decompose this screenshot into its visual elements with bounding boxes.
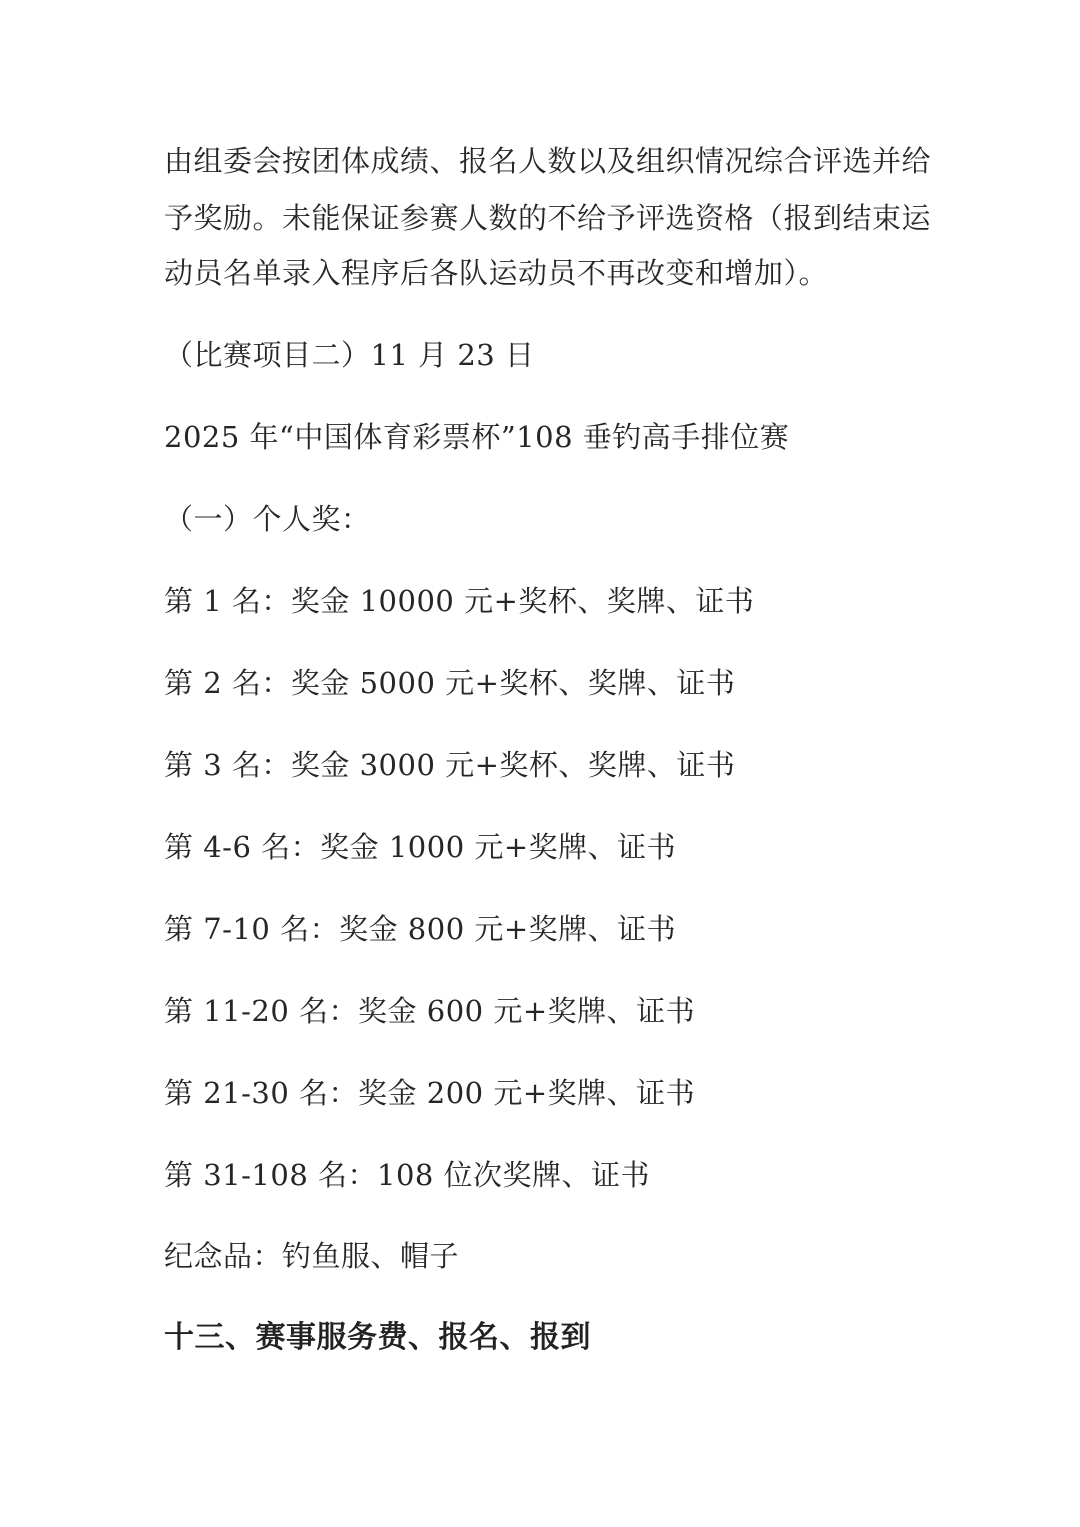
award-line-2nd: 第 2 名：奖金 5000 元+奖杯、奖牌、证书 <box>164 666 736 700</box>
individual-awards-heading: （一）个人奖： <box>164 502 371 536</box>
event-date-line: （比赛项目二）11 月 23 日 <box>164 338 535 372</box>
award-line-3rd: 第 3 名：奖金 3000 元+奖杯、奖牌、证书 <box>164 748 736 782</box>
paragraph-line: 予奖励。未能保证参赛人数的不给予评选资格（报到结束运 <box>164 201 932 235</box>
award-line-1st: 第 1 名：奖金 10000 元+奖杯、奖牌、证书 <box>164 584 755 618</box>
section-heading: 十三、赛事服务费、报名、报到 <box>164 1320 591 1355</box>
paragraph-line: 动员名单录入程序后各队运动员不再改变和增加）。 <box>164 256 829 290</box>
paragraph-line: 由组委会按团体成绩、报名人数以及组织情况综合评选并给 <box>164 144 932 178</box>
souvenirs-line: 纪念品：钓鱼服、帽子 <box>164 1239 460 1273</box>
award-line-31-108: 第 31-108 名：108 位次奖牌、证书 <box>164 1158 651 1192</box>
award-line-21-30: 第 21-30 名：奖金 200 元+奖牌、证书 <box>164 1076 696 1110</box>
event-title: 2025 年“中国体育彩票杯”108 垂钓高手排位赛 <box>164 420 790 454</box>
award-line-11-20: 第 11-20 名：奖金 600 元+奖牌、证书 <box>164 994 696 1028</box>
award-line-7-10: 第 7-10 名：奖金 800 元+奖牌、证书 <box>164 912 677 946</box>
award-line-4-6: 第 4-6 名：奖金 1000 元+奖牌、证书 <box>164 830 677 864</box>
